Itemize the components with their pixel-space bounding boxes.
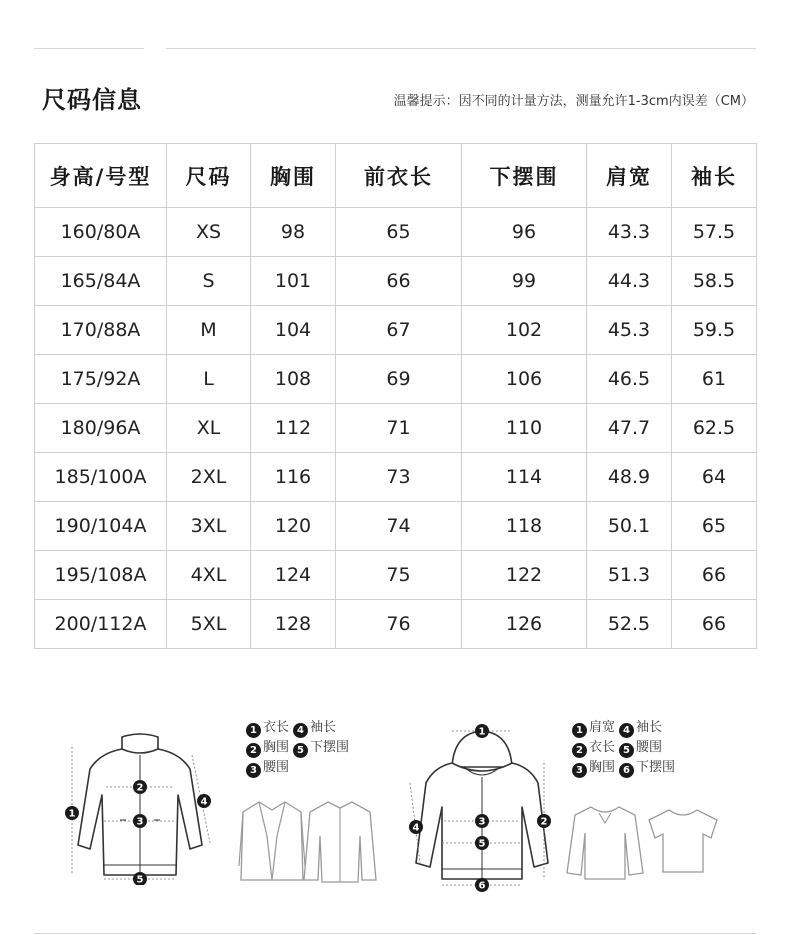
table-cell: 190/104A: [35, 502, 167, 551]
hoodie-measurement-figure: [402, 723, 562, 893]
table-cell: 44.3: [587, 257, 672, 306]
table-cell: 114: [462, 453, 587, 502]
table-cell: 160/80A: [35, 208, 167, 257]
table-cell: 180/96A: [35, 404, 167, 453]
legend-item: [246, 718, 289, 738]
legend-label: 袖长: [310, 720, 337, 735]
table-cell: 76: [336, 600, 462, 649]
table-cell: 62.5: [672, 404, 757, 453]
legend-row: [572, 738, 679, 758]
table-cell: 46.5: [587, 355, 672, 404]
table-cell: 73: [336, 453, 462, 502]
table-cell: 170/88A: [35, 306, 167, 355]
table-cell: 101: [251, 257, 336, 306]
table-cell: 200/112A: [35, 600, 167, 649]
table-cell: 4XL: [167, 551, 251, 600]
table-cell: 43.3: [587, 208, 672, 257]
table-cell: 104: [251, 306, 336, 355]
table-cell: 57.5: [672, 208, 757, 257]
marker-number: 5: [478, 838, 486, 850]
column-header: 肩宽: [587, 144, 672, 208]
table-cell: 50.1: [587, 502, 672, 551]
table-cell: 106: [462, 355, 587, 404]
marker-number: 2: [540, 816, 548, 828]
table-cell: M: [167, 306, 251, 355]
marker-number: 2: [136, 782, 144, 794]
number-badge-icon: 4: [619, 723, 634, 738]
legend-item: [572, 738, 615, 758]
column-header: 身高/号型: [35, 144, 167, 208]
shirt-icon: [300, 796, 380, 886]
legend-label: 肩宽: [589, 720, 616, 735]
table-cell: 5XL: [167, 600, 251, 649]
table-cell: 71: [336, 404, 462, 453]
table-cell: 48.9: [587, 453, 672, 502]
table-cell: 175/92A: [35, 355, 167, 404]
table-row: [35, 208, 757, 257]
table-cell: 69: [336, 355, 462, 404]
number-badge-icon: 2: [246, 743, 261, 758]
table-cell: 3XL: [167, 502, 251, 551]
number-badge-icon: 6: [619, 763, 634, 778]
tshirt-icon: [645, 806, 721, 876]
table-cell: 124: [251, 551, 336, 600]
marker-number: 5: [136, 874, 144, 885]
table-cell: 47.7: [587, 404, 672, 453]
legend-item: [293, 738, 349, 758]
legend-right: [572, 718, 679, 778]
table-cell: 65: [672, 502, 757, 551]
table-cell: 45.3: [587, 306, 672, 355]
table-cell: 165/84A: [35, 257, 167, 306]
legend-label: 衣长: [263, 720, 290, 735]
legend-label: 下摆围: [310, 740, 350, 755]
long-sleeve-tee-icon: [565, 803, 645, 883]
legend-row: [572, 718, 679, 738]
legend-label: 胸围: [263, 740, 290, 755]
measurement-tip: 温馨提示：因不同的计量方法，测量允许1-3cm内误差（CM）: [393, 94, 754, 109]
marker-number: 6: [478, 880, 486, 892]
table-cell: L: [167, 355, 251, 404]
column-header: 胸围: [251, 144, 336, 208]
top-rule-left: [34, 48, 144, 49]
number-badge-icon: 5: [293, 743, 308, 758]
number-badge-icon: 1: [246, 723, 261, 738]
marker-number: 3: [478, 816, 486, 828]
number-badge-icon: 3: [246, 763, 261, 778]
table-cell: 66: [672, 600, 757, 649]
legend-item: [246, 738, 289, 758]
legend-item: [619, 758, 675, 778]
table-cell: 110: [462, 404, 587, 453]
column-header: 袖长: [672, 144, 757, 208]
table-header-row: [35, 144, 757, 208]
table-row: [35, 502, 757, 551]
table-cell: 75: [336, 551, 462, 600]
marker-number: 4: [200, 796, 208, 808]
legend-label: 腰围: [636, 740, 663, 755]
table-cell: 108: [251, 355, 336, 404]
number-badge-icon: 4: [293, 723, 308, 738]
number-badge-icon: 2: [572, 743, 587, 758]
marker-number: 1: [68, 808, 76, 820]
table-cell: 120: [251, 502, 336, 551]
table-cell: XL: [167, 404, 251, 453]
table-cell: S: [167, 257, 251, 306]
size-table: [34, 143, 757, 649]
column-header: 尺码: [167, 144, 251, 208]
table-row: [35, 355, 757, 404]
marker-number: 1: [478, 726, 486, 738]
table-row: [35, 306, 757, 355]
legend-label: 衣长: [589, 740, 616, 755]
legend-label: 下摆围: [636, 760, 676, 775]
table-cell: 51.3: [587, 551, 672, 600]
legend-item: [246, 758, 289, 778]
table-cell: 2XL: [167, 453, 251, 502]
marker-number: 4: [412, 822, 420, 834]
table-row: [35, 551, 757, 600]
legend-row: [572, 758, 679, 778]
table-cell: 52.5: [587, 600, 672, 649]
table-cell: 98: [251, 208, 336, 257]
table-cell: 66: [336, 257, 462, 306]
legend-label: 袖长: [636, 720, 663, 735]
number-badge-icon: 5: [619, 743, 634, 758]
legend-label: 胸围: [589, 760, 616, 775]
number-badge-icon: 1: [572, 723, 587, 738]
table-cell: 96: [462, 208, 587, 257]
table-cell: 99: [462, 257, 587, 306]
table-cell: 66: [672, 551, 757, 600]
legend-item: [619, 718, 662, 738]
legend-item: [293, 718, 336, 738]
table-row: [35, 453, 757, 502]
column-header: 下摆围: [462, 144, 587, 208]
legend-label: 腰围: [263, 760, 290, 775]
legend-row: [246, 758, 353, 778]
table-cell: 185/100A: [35, 453, 167, 502]
table-cell: 195/108A: [35, 551, 167, 600]
table-cell: 64: [672, 453, 757, 502]
marker-number: 3: [136, 816, 144, 828]
column-header: 前衣长: [336, 144, 462, 208]
table-cell: 58.5: [672, 257, 757, 306]
table-cell: 67: [336, 306, 462, 355]
table-cell: XS: [167, 208, 251, 257]
top-rule-right: [166, 48, 756, 49]
table-row: [35, 257, 757, 306]
number-badge-icon: 3: [572, 763, 587, 778]
table-cell: 126: [462, 600, 587, 649]
legend-item: [572, 718, 615, 738]
suit-jacket-icon: [237, 796, 307, 886]
table-cell: 65: [336, 208, 462, 257]
table-row: [35, 404, 757, 453]
table-cell: 128: [251, 600, 336, 649]
legend-item: [619, 738, 662, 758]
table-cell: 102: [462, 306, 587, 355]
table-cell: 112: [251, 404, 336, 453]
legend-row: [246, 738, 353, 758]
legend-item: [572, 758, 615, 778]
table-row: [35, 600, 757, 649]
legend-left: [246, 718, 353, 778]
table-cell: 74: [336, 502, 462, 551]
table-cell: 116: [251, 453, 336, 502]
table-cell: 61: [672, 355, 757, 404]
jacket-measurement-figure: [60, 725, 230, 885]
table-cell: 122: [462, 551, 587, 600]
bottom-rule: [34, 933, 756, 934]
table-cell: 59.5: [672, 306, 757, 355]
table-cell: 118: [462, 502, 587, 551]
page-title: 尺码信息: [42, 86, 142, 114]
legend-row: [246, 718, 353, 738]
